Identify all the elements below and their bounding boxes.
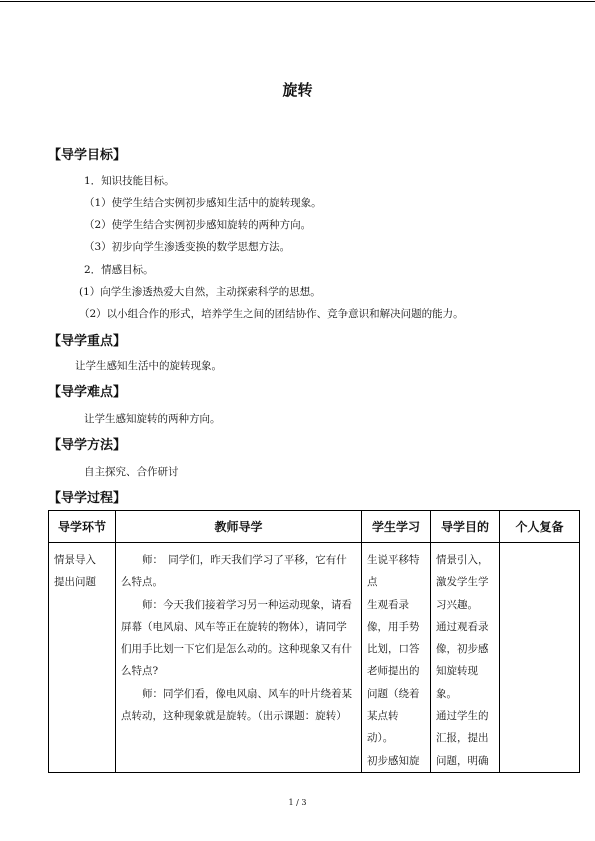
column-header: 导学环节 [49, 511, 116, 543]
key-text: 让学生感知生活中的旋转现象。 [75, 360, 222, 372]
stage-line: 提出问题 [54, 576, 96, 589]
column-header: 个人复备 [500, 511, 580, 543]
table-header-row [49, 511, 580, 543]
heading-key: 【导学重点】 [48, 334, 127, 349]
difficulty-text: 让学生感知旋转的两种方向。 [84, 413, 221, 425]
purpose-line: 象。 [436, 687, 457, 700]
student-line: 像，用手势 [367, 620, 420, 633]
goal-line: 2．情感目标。 [84, 264, 154, 276]
goal-line: （2）使学生结合实例初步感知旋转的两种方向。 [84, 219, 312, 231]
notes-text [500, 543, 579, 549]
student-line: 点 [367, 576, 378, 589]
purpose-line: 习兴趣。 [436, 598, 478, 611]
column-header: 学生学习 [362, 511, 431, 543]
heading-difficulty: 【导学难点】 [48, 385, 127, 400]
teacher-cell [116, 543, 362, 773]
table-row [49, 543, 580, 773]
column-header: 导学目的 [431, 511, 500, 543]
column-header: 教师导学 [116, 511, 362, 543]
page-title: 旋转 [282, 81, 313, 99]
process-table [48, 510, 580, 773]
heading-process: 【导学过程】 [48, 491, 127, 506]
top-rule [0, 1, 595, 2]
purpose-line: 情景引入， [436, 554, 489, 566]
purpose-line: 激发学生学 [436, 576, 489, 589]
goal-line: （3）初步向学生渗透变换的数学思想方法。 [84, 241, 291, 253]
student-cell [362, 543, 431, 773]
purpose-line: 通过观看录 [436, 620, 489, 633]
student-line: 初步感知旋 [367, 754, 420, 767]
student-line: 动）。 [367, 732, 394, 745]
student-line: 生观看录 [367, 598, 409, 611]
student-line: 老师提出的 [367, 665, 420, 678]
heading-method: 【导学方法】 [48, 438, 127, 453]
teacher-paragraph: 师：同学们看，像电风扇、风车的叶片绕着某点转动，这种现象就是旋转。（出示课题：旋转） [121, 687, 352, 723]
purpose-line: 知旋转现 [436, 665, 478, 678]
purpose-cell [431, 543, 500, 773]
teacher-paragraph: 师： 同学们，昨天我们学习了平移，它有什么特点。 [121, 554, 347, 589]
stage-line: 情景导入 [54, 554, 96, 566]
goal-line: （1）使学生结合实例初步感知生活中的旋转现象。 [84, 197, 322, 209]
student-line: 生说平移特 [367, 554, 420, 566]
stage-cell [49, 543, 116, 773]
teacher-paragraph: 师：今天我们接着学习另一种运动现象，请看屏幕（电风扇、风车等正在旋转的物体），请同学们用手比划一下它们是怎么动的。这种现象又有什么特点? [121, 598, 352, 678]
student-line: 问题（绕着 [367, 687, 420, 700]
notes-cell [500, 543, 580, 773]
purpose-line: 通过学生的 [436, 710, 489, 723]
goal-line: (1）向学生渗透热爱大自然，主动探索科学的思想。 [79, 286, 321, 298]
student-line: 比划，口答 [367, 643, 420, 656]
student-line: 某点转 [367, 710, 399, 723]
purpose-line: 像，初步感 [436, 643, 489, 656]
method-text: 自主探究、合作研讨 [84, 466, 179, 478]
purpose-line: 问题，明确 [436, 754, 489, 767]
goal-line: （2）以小组合作的形式，培养学生之间的团结协作、竞争意识和解决问题的能力。 [79, 308, 464, 320]
page-number: 1 / 3 [288, 798, 307, 807]
goal-line: 1．知识技能目标。 [84, 175, 175, 187]
purpose-line: 汇报，提出 [436, 732, 489, 745]
heading-goals: 【导学目标】 [48, 148, 127, 163]
